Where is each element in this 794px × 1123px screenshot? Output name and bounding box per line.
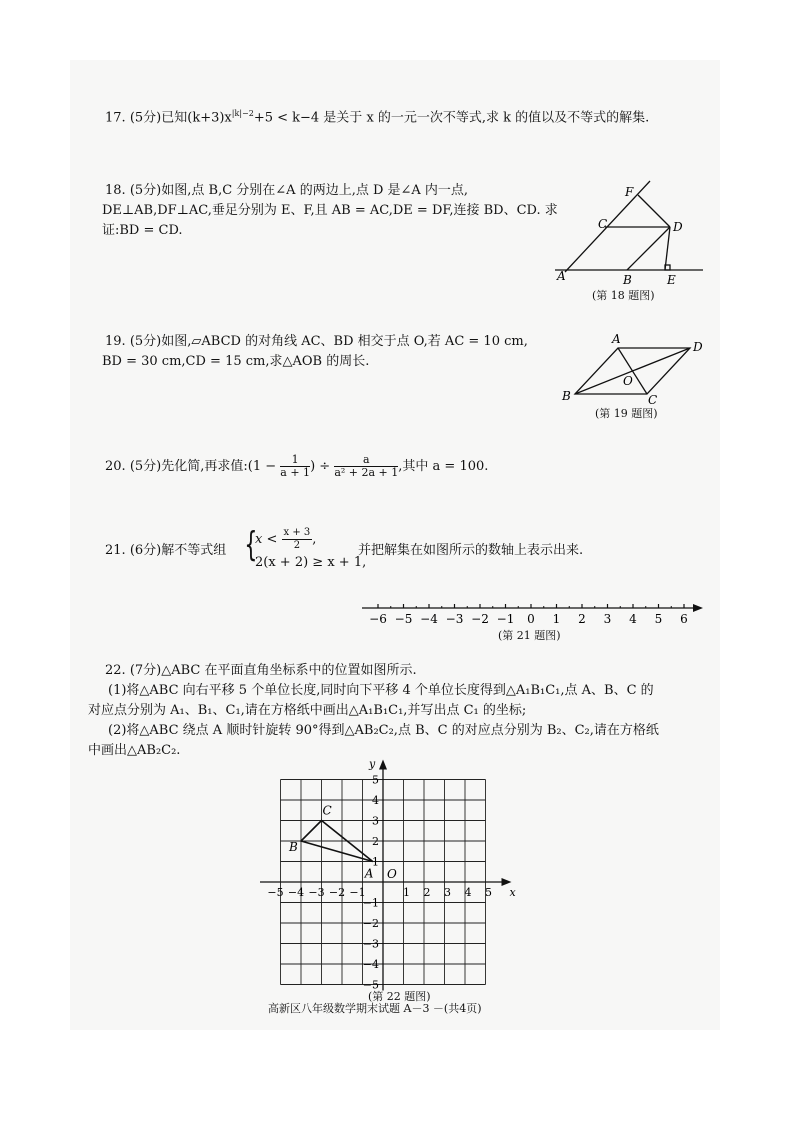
caption-18: (第 18 题图) — [592, 289, 655, 302]
number-line-label: 6 — [680, 612, 688, 626]
x-tick-label: −4 — [287, 886, 305, 899]
svg-text:C: C — [648, 393, 658, 405]
svg-text:A: A — [612, 332, 621, 346]
y-tick-label: −1 — [362, 896, 379, 910]
caption-22: (第 22 题图) — [368, 990, 431, 1003]
question-18: 18. (5分)如图,点 B,C 分别在∠A 的两边上,点 D 是∠A 内一点, DE⊥AB,DF⊥AC,垂足分别为 E、F,且 AB = AC,DE = DF,连接 BD、CD. 求 证:BD = CD. — [102, 183, 558, 238]
question-20: 20. (5分)先化简,再求值:(1 − $\frac{1}{a + 1}$ ) ÷ $\frac{a}{\text{a² + 2a + 1}}$ ,其中 a = 100. — [105, 453, 489, 479]
x-axis-label: x — [509, 886, 516, 899]
point-c-label: C — [322, 803, 332, 818]
point-a-label: A — [364, 866, 374, 881]
number-line-label: 5 — [654, 612, 663, 626]
fraction-1: $\frac{1}{a + 1}$ — [280, 453, 311, 479]
svg-text:B: B — [623, 273, 632, 285]
question-21-label: 21. (6分)解不等式组 — [105, 543, 227, 558]
x-tick-label: 1 — [403, 886, 410, 899]
y-tick-label: −3 — [362, 937, 379, 951]
svg-text:A: A — [557, 269, 566, 283]
y-tick-label: 3 — [372, 814, 379, 828]
y-axis-label: y — [369, 757, 376, 771]
number-line-label: 3 — [603, 612, 612, 626]
y-tick-label: 2 — [372, 835, 379, 848]
x-tick-label: 2 — [423, 886, 431, 899]
number-line — [360, 596, 705, 626]
figure-19 — [560, 330, 710, 405]
x-tick-label: 3 — [444, 886, 451, 899]
x-tick-label: 4 — [464, 886, 472, 899]
svg-text:D: D — [673, 220, 683, 234]
question-17: 17. (5分)已知$(k+3)x^{|k|-2}+5 < k-4$ 是关于 x 的一元一次不等式,求 k 的值以及不等式的解集. — [105, 109, 650, 126]
question-21-post: 并把解集在如图所示的数轴上表示出来. — [358, 543, 584, 558]
number-line-label: −4 — [420, 612, 438, 626]
origin-label: O — [387, 867, 397, 881]
number-line-label: −1 — [496, 612, 515, 626]
number-line-label: 1 — [552, 612, 561, 626]
number-line-label: 0 — [527, 612, 535, 626]
number-line-label: −2 — [471, 612, 489, 626]
svg-text:B: B — [562, 389, 571, 403]
number-line-label: 4 — [629, 612, 637, 626]
x-axis-arrow — [502, 878, 512, 886]
x-tick-label: −1 — [349, 886, 366, 899]
point-b-label: B — [289, 840, 298, 854]
x-tick-label: 5 — [485, 886, 492, 899]
y-tick-label: 5 — [372, 773, 379, 787]
y-tick-label: −5 — [362, 978, 379, 992]
y-tick-label: −4 — [362, 958, 379, 971]
x-tick-label: −3 — [308, 886, 325, 899]
number-line-label: −5 — [394, 612, 413, 626]
svg-text:E: E — [667, 273, 676, 285]
y-tick-label: 4 — [372, 794, 379, 807]
x-tick-label: −2 — [328, 886, 346, 899]
page-footer: 高新区八年级数学期末试题 A－3 －(共4页) — [268, 1002, 482, 1015]
svg-text:F: F — [625, 185, 634, 199]
caption-19: (第 19 题图) — [595, 407, 658, 420]
figure-18 — [555, 180, 705, 285]
fraction-2: $\frac{a}{\text{a² + 2a + 1}}$ — [334, 453, 399, 479]
number-line-arrow — [693, 604, 703, 612]
question-19: 19. (5分)如图,▱ABCD 的对角线 AC、BD 相交于点 O,若 AC = 10 cm, BD = 30 cm,CD = 15 cm,求△AOB 的周长. — [102, 334, 528, 369]
caption-21: (第 21 题图) — [498, 629, 561, 642]
x-tick-label: −5 — [267, 886, 284, 899]
svg-text:D: D — [693, 340, 703, 354]
system-brace: { — [244, 525, 258, 565]
number-line-label: −6 — [369, 612, 387, 626]
y-tick-label: −2 — [362, 917, 379, 930]
y-axis-arrow — [379, 760, 387, 770]
coordinate-grid — [258, 757, 528, 992]
y-tick-label: 1 — [372, 855, 379, 869]
svg-text:O: O — [623, 374, 633, 388]
question-22: 22. (7分)△ABC 在平面直角坐标系中的位置如图所示. (1)将△ABC 向右平移 5 个单位长度,同时向下平移 4 个单位长度得到△A₁B₁C₁,点 A、B、C 的 对应点分别为 A₁、B₁、C₁,请在方格纸中画出△A₁B₁C₁,并写出点 C₁ 的坐标; (2)将△ABC 绕点 A 顺时针旋转 90°得到△AB₂C₂,点 B、C 的对应点分别为 B₂、C₂,请在方格纸 中画出△AB₂C₂. — [88, 663, 659, 758]
number-line-label: −3 — [445, 612, 464, 626]
inequality-system: x < $\frac{x + 3}{2}$ , 2(x + 2) ≥ x + 1, — [255, 527, 367, 570]
number-line-label: 2 — [578, 612, 586, 626]
svg-text:C: C — [598, 217, 608, 231]
